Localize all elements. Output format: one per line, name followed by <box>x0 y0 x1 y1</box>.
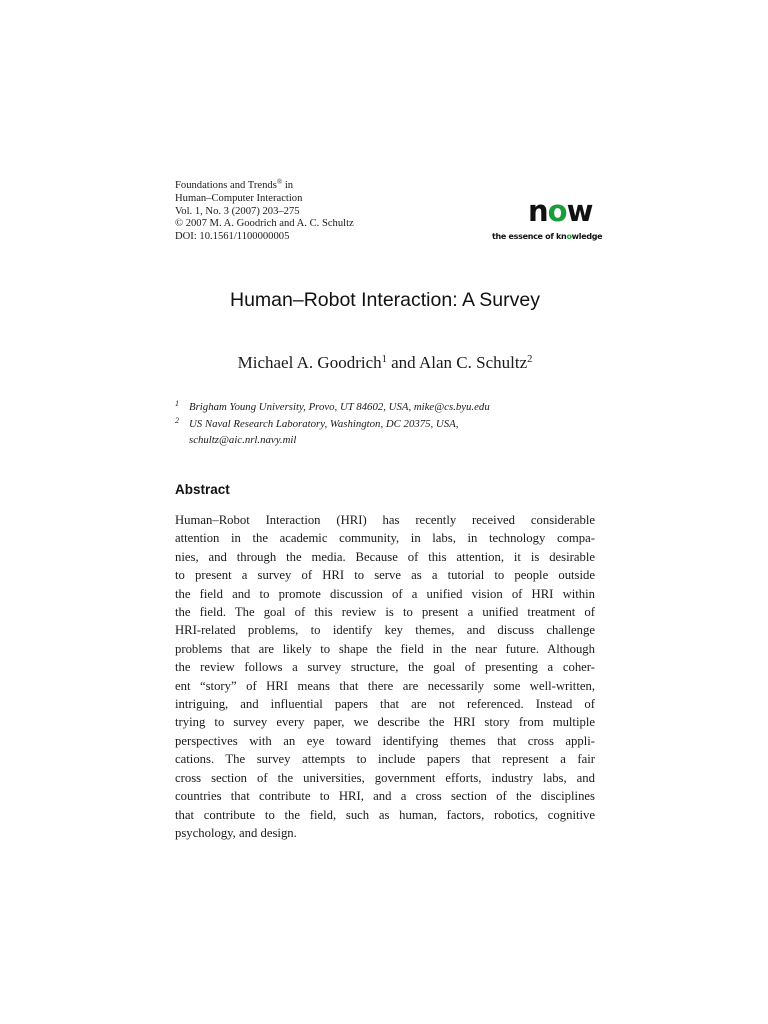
abstract-line: nies, and through the media. Because of this attention, it is desirable <box>175 549 595 564</box>
logo-letter-o: o <box>547 194 567 228</box>
abstract-heading: Abstract <box>175 482 230 497</box>
journal-series-prefix: Foundations and Trends <box>175 180 277 191</box>
journal-copyright: © 2007 M. A. Goodrich and A. C. Schultz <box>175 218 354 230</box>
author-name: Michael A. Goodrich <box>237 353 382 372</box>
paper-title: Human–Robot Interaction: A Survey <box>229 289 540 311</box>
affiliation-mark: 2 <box>175 415 179 425</box>
abstract-line: cross section of the universities, government efforts, industry labs, and <box>175 770 595 785</box>
affiliation-text: US Naval Research Laboratory, Washington, DC 20375, USA, <box>189 417 459 430</box>
abstract-line: HRI-related problems, to identify key themes, and discuss challenge <box>175 623 595 638</box>
publisher-logo-wordmark <box>528 196 592 226</box>
author-affiliation-mark: 2 <box>527 354 533 365</box>
abstract-line: to present a survey of HRI to serve as a tutorial to people outside <box>175 568 595 583</box>
abstract-line: Human–Robot Interaction (HRI) has recently received considerable <box>175 513 595 527</box>
abstract-line: ent “story” of HRI means that there are necessarily some well-written, <box>175 678 595 693</box>
tagline-end: wledge <box>571 232 603 241</box>
journal-series <box>175 180 475 193</box>
affiliation-text: Brigham Young University, Provo, UT 84602, USA, mike@cs.byu.edu <box>189 401 490 413</box>
abstract-line: the field. The goal of this review is to present a unified treatment of <box>175 605 595 620</box>
abstract-line: trying to survey every paper, we describe the HRI story from multiple <box>175 715 595 730</box>
affiliations <box>175 399 595 449</box>
author-name: Alan C. Schultz <box>418 353 528 372</box>
tagline-start: the essence of <box>492 232 557 241</box>
affiliation-email: schultz@aic.nrl.navy.mil <box>189 434 297 446</box>
abstract-line: perspectives with an eye toward identifying themes that cross appli- <box>175 733 595 748</box>
logo-letter-n: n <box>528 194 548 228</box>
abstract-line: cations. The survey attempts to include papers that represent a fair <box>175 752 595 767</box>
abstract-body <box>175 511 595 842</box>
abstract-line: problems that are likely to shape the field in the near future. Although <box>175 641 595 656</box>
journal-field: Human–Computer Interaction <box>175 192 303 204</box>
abstract-line: countries that contribute to HRI, and a cross section of the disciplines <box>175 789 595 804</box>
tagline-kn: kn <box>556 232 567 241</box>
author-affiliation-mark: 1 <box>381 354 387 365</box>
author-joiner: and <box>386 353 419 372</box>
affiliation-mark: 1 <box>175 399 179 408</box>
abstract-line: intriguing, and influential papers that are not referenced. Instead of <box>175 697 595 712</box>
abstract-line: psychology, and design. <box>175 825 297 840</box>
affiliation <box>175 416 595 449</box>
publisher-tagline <box>492 232 602 242</box>
registered-mark: ® <box>276 178 283 186</box>
journal-volume: Vol. 1, No. 3 (2007) 203–275 <box>175 205 300 217</box>
abstract-line: the field and to promote discussion of a unified vision of HRI within <box>175 586 595 601</box>
publisher-logo <box>490 194 603 244</box>
journal-series-suffix: in <box>282 180 294 191</box>
journal-info <box>175 180 475 244</box>
abstract-line: attention in the academic community, in labs, in technology compa- <box>175 531 595 546</box>
affiliation <box>175 399 595 416</box>
tagline-o: o <box>566 232 572 241</box>
author-list <box>175 352 595 374</box>
abstract-line: that contribute to the field, such as human, factors, robotics, cognitive <box>175 807 595 822</box>
journal-doi: DOI: 10.1561/1100000005 <box>175 231 290 243</box>
abstract-line: the review follows a survey structure, the goal of presenting a coher- <box>175 660 595 675</box>
logo-letter-w: w <box>566 194 593 228</box>
